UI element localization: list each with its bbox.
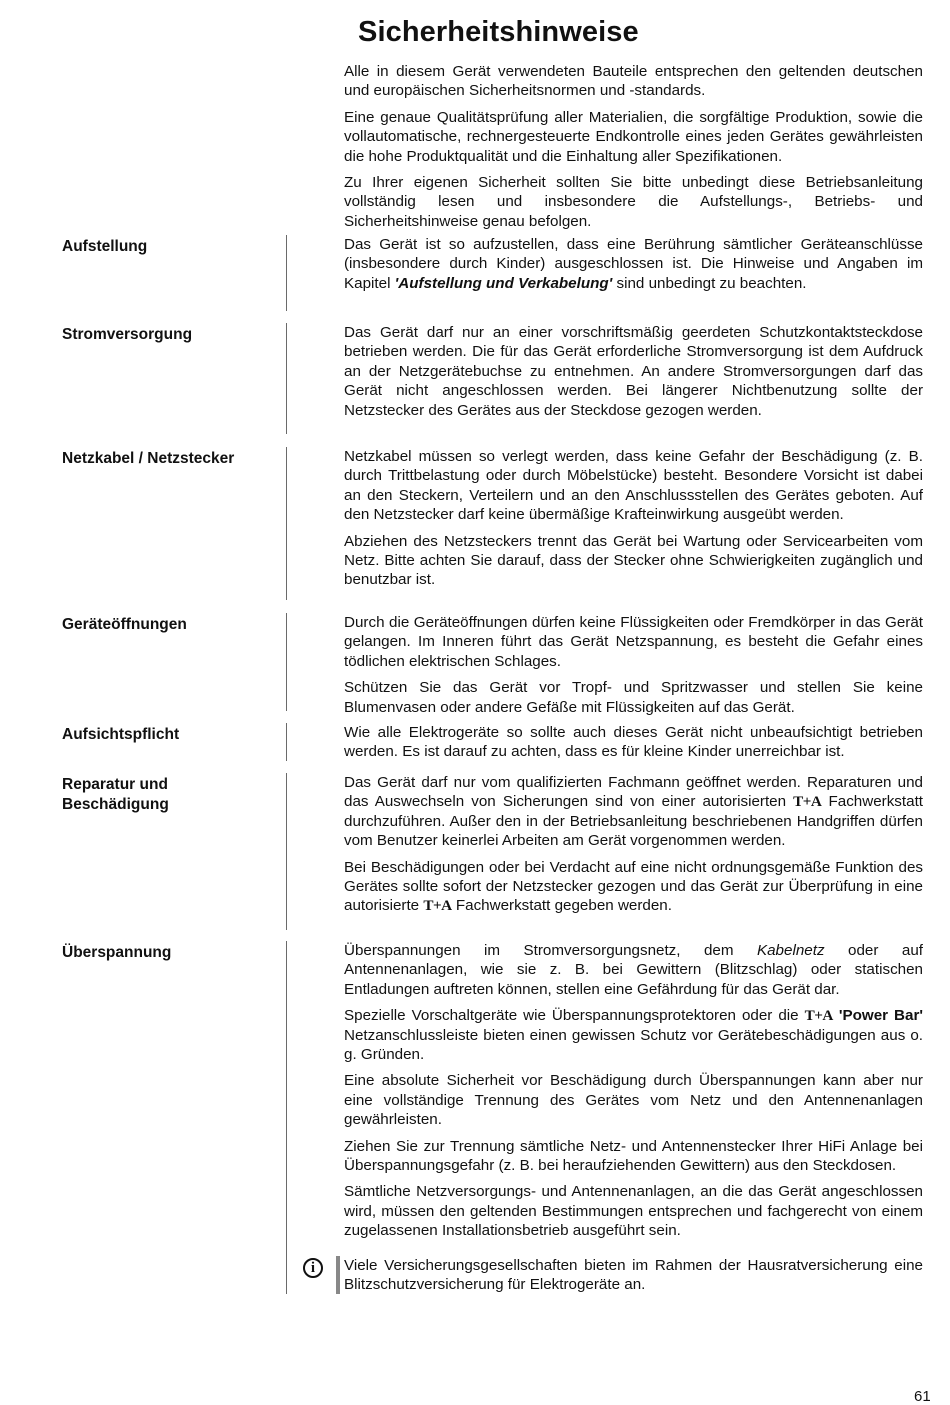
section-paragraph: Ziehen Sie zur Trennung sämtliche Netz- und Antennenstecker Ihrer HiFi Anlage bei Überspannungsgefahr (z. B. bei heraufziehenden Gewittern) aus den Steckdosen. [344,1137,923,1175]
section-paragraph [344,858,923,916]
text-run: oder auf Antennenanlagen, wie sie z. B. bei Gewittern (Blitzschlag) oder statischen Entladungen auftreten können, stellen eine Gefährdung für das Gerät dar. [344,942,923,998]
section-paragraph: Durch die Geräteöffnungen dürfen keine Flüssigkeiten oder Fremdkörper in das Gerät gelangen. Im Inneren führt das Gerät Netzspannung, es besteht die Gefahr eines tödlichen elektrischen Schlages. [344,614,923,670]
section-body [344,447,923,590]
note-bar [336,1256,340,1294]
text-run: sind unbedingt zu beachten. [612,274,807,292]
section-paragraph: Sämtliche Netzversorgungs- und Antennenanlagen, an die das Gerät angeschlossen wird, müssen den geltenden Bestimmungen entsprechen und fachgerecht von einem zugelassenen Installationsbetrieb ausgeführt sein. [344,1183,923,1240]
chapter-reference: 'Aufstellung und Verkabelung' [394,274,613,292]
brand-logo: T+A [804,1007,833,1025]
section-body [344,613,923,717]
section-label: Stromversorgung [62,326,193,343]
section-label: Geräteöffnungen [62,616,187,633]
section-paragraph [344,1006,923,1064]
emphasis: Kabelnetz [756,942,825,959]
section-divider [286,723,287,761]
section-body [344,723,923,762]
intro-paragraph: Eine genaue Qualitätsprüfung aller Materialien, die sorgfältige Produktion, sowie die vollautomatische, rechnergesteuerte Endkontrolle eines jeden Gerätes gewährleisten die hohe Produktqualität und die Einhaltung aller Spezifikationen. [344,108,923,165]
note-text: Viele Versicherungsgesellschaften bieten im Rahmen der Hausratversicherung eine Blitzschutzversicherung für Elektrogeräte an. [344,1257,923,1294]
section-label: Reparatur und Beschädigung [62,776,169,813]
intro-paragraph: Zu Ihrer eigenen Sicherheit sollten Sie bitte unbedingt diese Betriebsanleitung vollständig lesen und insbesondere die Aufstellungs-, Betriebs- und Sicherheitshinweise genau befolgen. [344,174,923,230]
section-divider [286,447,287,600]
section-body [344,941,923,1241]
section-divider [286,323,287,434]
section-label: Netzkabel / Netzstecker [62,450,235,467]
text-run: Fachwerkstatt gegeben werden. [451,897,672,915]
text-run: Fachwerkstatt durchzuführen. Außer den in der Betriebsanleitung beschriebenen Handgriffen dürfen vom Benutzer keinerlei Arbeiten am Gerät vorgenommen werden. [344,793,924,850]
section-paragraph: Schützen Sie das Gerät vor Tropf- und Spritzwasser und stellen Sie keine Blumenvasen oder andere Gefäße mit Flüssigkeiten auf das Gerät. [344,679,923,716]
section-paragraph: Wie alle Elektrogeräte so sollte auch dieses Gerät nicht unbeaufsichtigt betrieben werden. Es ist darauf zu achten, dass es für kleine Kinder unerreichbar ist. [344,724,923,761]
text-run: Das Gerät darf nur vom qualifizierten Fachmann geöffnet werden. Reparaturen und das Auswechseln von Sicherungen sind von einer autorisierten [344,774,923,811]
section-paragraph: Das Gerät darf nur an einer vorschriftsmäßig geerdeten Schutzkontaktsteckdose betrieben werden. Die für das Gerät erforderliche Stromversorgung ist dem Aufdruck an der Netzgerätebuchse zu entnehmen. An andere Stromversorgungen darf das Gerät nicht angeschlossen werden. Bei längerer Nichtbenutzung sollte der Netzstecker des Gerätes aus der Steckdose gezogen werden. [344,324,923,419]
section-divider [286,235,287,311]
section-label: Aufstellung [62,238,148,255]
section-divider [286,613,287,711]
info-note [344,1256,923,1295]
section-label: Aufsichtspflicht [62,726,180,743]
section-divider [286,773,287,930]
text-run: Spezielle Vorschaltgeräte wie Überspannungsprotektoren oder die [344,1007,805,1025]
section-paragraph [344,235,923,293]
section-paragraph [344,941,923,999]
section-body [344,235,923,293]
section-body [344,773,923,916]
section-body [344,323,923,420]
brand-logo: T+A [423,897,452,915]
section-paragraph: Abziehen des Netzsteckers trennt das Gerät bei Wartung oder Servicearbeiten vom Netz. Bitte achten Sie darauf, dass der Stecker ohne Schwierigkeiten zugänglich und benutzbar ist. [344,532,923,589]
section-paragraph: Eine absolute Sicherheit vor Beschädigung durch Überspannungen kann aber nur eine vollständige Trennung des Gerätes vom Netz und den Antennenanlagen gewährleisten. [344,1072,923,1129]
text-run: Netzanschlussleiste bieten einen gewissen Schutz vor Gerätebeschädigungen aus o. g. Gründen. [344,1026,923,1064]
product-name: 'Power Bar' [838,1007,923,1025]
info-icon: i [303,1258,323,1278]
intro-paragraph: Alle in diesem Gerät verwendeten Bauteile entsprechen den geltenden deutschen und europäischen Sicherheitsnormen und -standards. [344,63,923,100]
page-title: Sicherheitshinweise [358,16,639,48]
text-run: Das Gerät ist so aufzustellen, dass eine Berührung sämtlicher Geräteanschlüsse (insbesondere durch Kinder) ausgeschlossen ist. Die Hinweise und Angaben im Kapitel [344,236,923,292]
section-paragraph [344,773,923,851]
section-divider [286,941,287,1294]
section-label: Überspannung [62,944,172,961]
text-run: Bei Beschädigungen oder bei Verdacht auf eine nicht ordnungsgemäße Funktion des Gerätes sollte sofort der Netzstecker gezogen und das Gerät zur Überprüfung in eine autorisierte [344,858,923,915]
page-number: 61 [914,1388,931,1405]
intro-text [344,62,923,231]
text-run: Überspannungen im Stromversorgungsnetz, dem [344,942,757,959]
section-paragraph: Netzkabel müssen so verlegt werden, dass keine Gefahr der Beschädigung (z. B. durch Trittbelastung oder durch Möbelstücke) besteht. Besondere Vorsicht ist dabei an den Steckern, Verteilern und an den Anschlussstellen des Gerätes geboten. Auf den Netzstecker darf keine übermäßige Krafteinwirkung ausgeübt werden. [344,448,923,524]
brand-logo: T+A [793,793,822,811]
